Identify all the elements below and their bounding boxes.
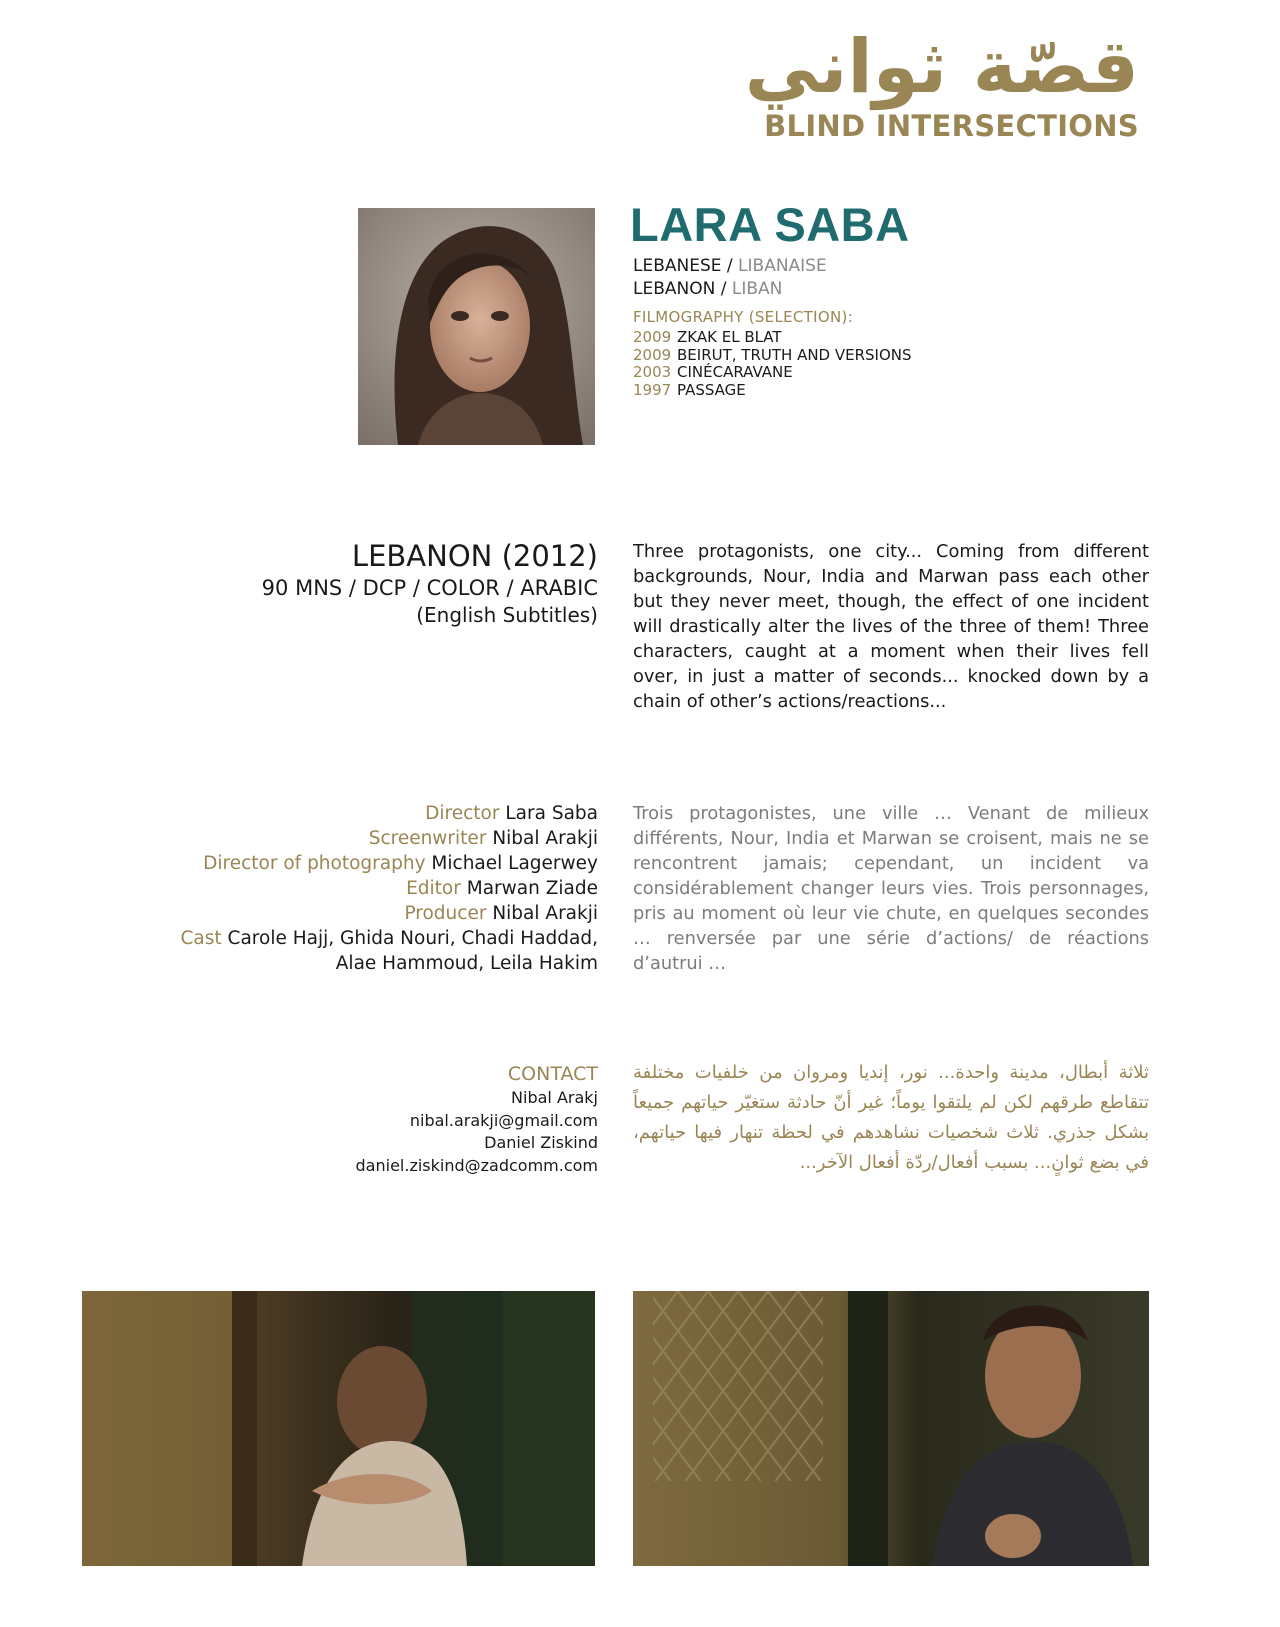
credits	[138, 801, 598, 976]
film-title: BEIRUT, TRUTH AND VERSIONS	[677, 345, 912, 364]
film-still-young-man	[633, 1291, 1149, 1566]
credit-screenwriter	[138, 826, 598, 851]
credit-value: Alae Hammoud, Leila Hakim	[335, 953, 598, 974]
contact-email[interactable]: daniel.ziskind@zadcomm.com	[355, 1155, 598, 1175]
country-en: LEBANON	[633, 279, 716, 299]
synopsis-english: Three protagonists, one city... Coming from different backgrounds, Nour, India and Marwan pass each other but they never meet, though, the effect of one incident will drastically alter the lives of the three of them! Three characters, caught at a moment when their lives fell over, in just a matter of seconds... knocked down by a chain of other’s actions/reactions...	[633, 541, 1149, 712]
country: LEBANON / LIBAN	[633, 279, 783, 299]
credit-value: Nibal Arakji	[492, 828, 598, 849]
credit-dop	[138, 851, 598, 876]
contact-email[interactable]: nibal.arakji@gmail.com	[409, 1110, 598, 1130]
film-specs	[262, 538, 598, 629]
nationality-en: LEBANESE	[633, 256, 722, 276]
credit-role: Cast	[180, 928, 222, 949]
director-name: LARA SABA	[630, 198, 910, 251]
title-arabic: قصّة ثواني	[744, 24, 1139, 110]
contact-name: Nibal Arakj	[511, 1088, 598, 1107]
credit-producer	[138, 901, 598, 926]
film-tech-details: 90 MNS / DCP / COLOR / ARABIC	[261, 576, 598, 600]
credit-cast	[138, 926, 598, 951]
contact-block	[356, 1062, 598, 1177]
film-title: ZKAK EL BLAT	[677, 328, 782, 346]
film-title: PASSAGE	[677, 380, 746, 399]
credit-role: Director of photography	[203, 853, 426, 874]
contact-name: Daniel Ziskind	[484, 1133, 598, 1152]
title-english: BLIND INTERSECTIONS	[764, 109, 1139, 143]
nationality-fr: LIBANAISE	[738, 256, 827, 276]
contact-heading: CONTACT	[507, 1063, 598, 1085]
credit-role: Producer	[404, 903, 487, 924]
credit-role: Editor	[406, 878, 461, 899]
film-still-woman	[82, 1291, 595, 1566]
film-year: 1997	[633, 380, 672, 399]
filmography-item	[633, 364, 912, 382]
filmography-list	[633, 329, 912, 399]
filmography-heading: FILMOGRAPHY (SELECTION):	[633, 308, 853, 326]
synopsis-arabic: ثلاثة أبطال، مدينة واحدة... نور، إنديا ومروان من خلفيات مختلفة تتقاطع طرقهم لكن لم يلتقوا يوماً؛ غير أنّ حادثة ستغيّر حياتهم جميعاً بشكل جذري. ثلاث شخصيات نشاهدهم في لحظة تنهار فيها حياتهم، في بضع ثوانٍ... بسبب أفعال/ردّة أفعال الآخر...	[633, 1062, 1149, 1173]
credit-role: Director	[425, 803, 500, 824]
credit-director	[138, 801, 598, 826]
synopsis-french: Trois protagonistes, une ville … Venant de milieux différents, Nour, India et Marwan se croisent, mais ne se rencontrent jamais; cependant, un incident va considérablement changer leurs vies. Trois personnages, pris au moment où leur vie chute, en quelques secondes … renversée par une série d’actions/ de réactions d’autrui …	[633, 803, 1149, 974]
film-year: 2009	[633, 345, 672, 364]
credit-value: Marwan Ziade	[466, 878, 598, 899]
film-year: 2003	[633, 363, 672, 381]
country-fr: LIBAN	[731, 279, 783, 299]
film-country-year: LEBANON (2012)	[351, 539, 598, 573]
credit-value: Lara Saba	[505, 803, 598, 824]
filmography-item	[633, 382, 912, 400]
credit-cast-continued	[138, 951, 598, 976]
credit-value: Carole Hajj, Ghida Nouri, Chadi Haddad,	[227, 928, 598, 949]
filmography-item	[633, 347, 912, 365]
credit-value: Michael Lagerwey	[431, 853, 598, 874]
credit-value: Nibal Arakji	[492, 903, 598, 924]
filmography-item	[633, 329, 912, 347]
film-title: CINÉCARAVANE	[677, 363, 793, 381]
film-year: 2009	[633, 328, 672, 346]
film-subtitles: (English Subtitles)	[416, 603, 598, 627]
credit-editor	[138, 876, 598, 901]
nationality: LEBANESE / LIBANAISE	[633, 256, 827, 276]
credit-role: Screenwriter	[368, 828, 487, 849]
director-portrait	[358, 208, 595, 445]
